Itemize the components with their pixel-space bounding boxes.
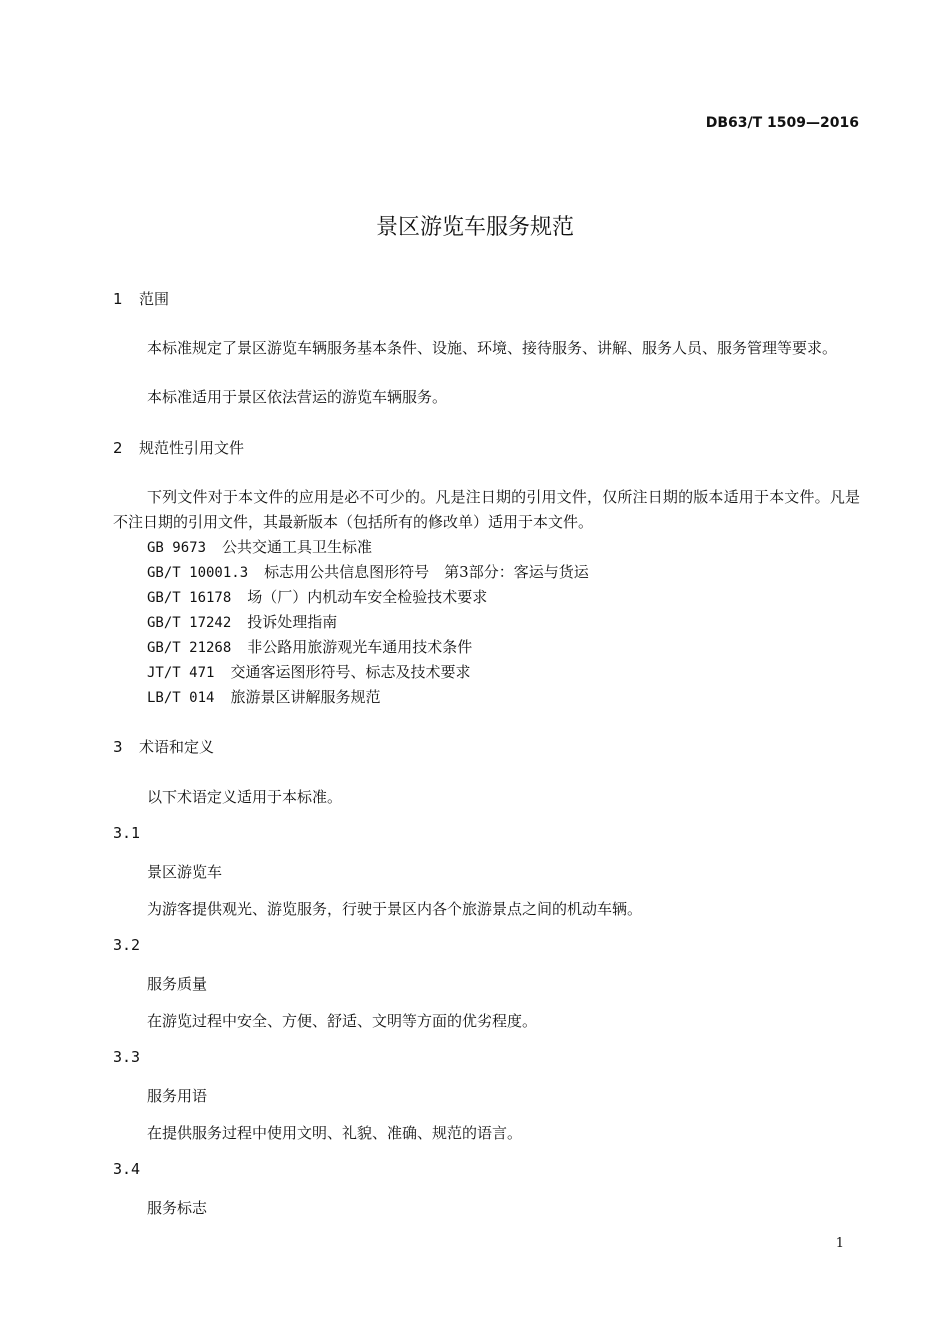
section-title: 范围 [139,290,170,308]
document-code: DB63/T 1509—2016 [705,115,859,131]
reference-title: 公共交通工具卫生标准 [222,538,373,556]
reference-item [147,536,372,557]
reference-code: GB/T 17242 [147,615,232,631]
reference-item [147,561,589,582]
term-definition: 在游览过程中安全、方便、舒适、文明等方面的优劣程度。 [147,1012,538,1030]
section-title: 术语和定义 [139,738,215,756]
term-number: 3.3 [113,1048,141,1066]
reference-title: 交通客运图形符号、标志及技术要求 [230,663,471,681]
scope-paragraph-2: 本标准适用于景区依法营运的游览车辆服务。 [147,388,448,406]
term-number: 3.2 [113,936,141,954]
term-name: 景区游览车 [147,863,223,881]
section-number: 1 [113,290,123,308]
reference-item [147,586,487,607]
term-definition: 为游客提供观光、游览服务，行驶于景区内各个旅游景点之间的机动车辆。 [147,900,643,918]
page-number: 1 [835,1236,844,1251]
section-number: 2 [113,439,123,457]
reference-title: 投诉处理指南 [247,613,338,631]
term-name: 服务用语 [147,1087,208,1105]
reference-title: 非公路用旅游观光车通用技术条件 [247,638,473,656]
reference-item [147,686,380,707]
reference-title: 标志用公共信息图形符号 第3部分：客运与货运 [264,563,589,581]
section-heading-normative-references [113,437,244,458]
section-heading-scope [113,288,169,309]
section-heading-terms-definitions [113,736,214,757]
reference-title: 场（厂）内机动车安全检验技术要求 [247,588,488,606]
term-name: 服务质量 [147,975,208,993]
section-title: 规范性引用文件 [139,439,245,457]
term-name: 服务标志 [147,1199,208,1217]
scope-paragraph-1: 本标准规定了景区游览车辆服务基本条件、设施、环境、接待服务、讲解、服务人员、服务管理等要求。 [147,339,838,357]
reference-item [147,611,337,632]
reference-code: GB/T 21268 [147,640,232,656]
document-title: 景区游览车服务规范 [375,215,574,240]
section-number: 3 [113,738,123,756]
reference-title: 旅游景区讲解服务规范 [230,688,381,706]
reference-item [147,661,470,682]
reference-code: GB 9673 [147,540,207,556]
term-number: 3.4 [113,1160,141,1178]
reference-item [147,636,472,657]
reference-code: LB/T 014 [147,690,215,706]
reference-code: GB/T 16178 [147,590,232,606]
terms-intro: 以下术语定义适用于本标准。 [147,788,343,806]
term-definition: 在提供服务过程中使用文明、礼貌、准确、规范的语言。 [147,1124,523,1142]
references-intro-paragraph: 下列文件对于本文件的应用是必不可少的。凡是注日期的引用文件，仅所注日期的版本适用于本文件。凡是不注日期的引用文件，其最新版本（包括所有的修改单）适用于本文件。 [113,488,860,531]
reference-code: JT/T 471 [147,665,215,681]
reference-code: GB/T 10001.3 [147,565,249,581]
term-number: 3.1 [113,824,141,842]
